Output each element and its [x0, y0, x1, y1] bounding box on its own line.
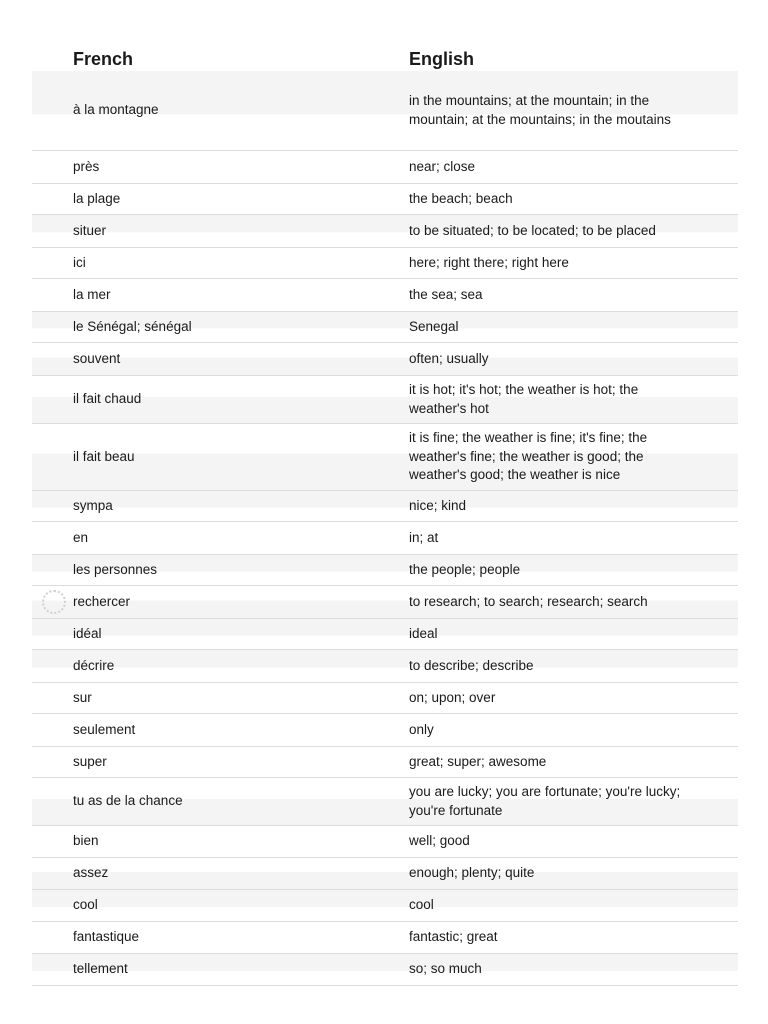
french-column-header: French	[73, 49, 134, 69]
french-term: idéal	[73, 625, 102, 641]
english-translation: near; close	[409, 158, 476, 174]
table-row	[32, 954, 738, 986]
english-translation: to be situated; to be located; to be placed	[409, 222, 656, 238]
table-row	[32, 714, 738, 747]
english-translation: here; right there; right here	[409, 254, 569, 270]
english-translation: to research; to search; research; search	[409, 593, 648, 609]
french-term: rechercer	[73, 593, 131, 609]
english-translation: so; so much	[409, 961, 482, 977]
table-row	[32, 522, 738, 555]
table-row	[32, 858, 738, 890]
french-term: la mer	[73, 286, 111, 302]
vocabulary-table	[32, 71, 738, 986]
loading-spinner-icon	[42, 590, 66, 614]
english-translation: Senegal	[409, 318, 459, 334]
table-row	[32, 890, 738, 922]
table-row	[32, 778, 738, 826]
french-term: fantastique	[73, 929, 140, 945]
english-translation: the people; people	[409, 561, 521, 577]
english-translation: enough; plenty; quite	[409, 865, 535, 881]
english-translation: ideal	[409, 625, 438, 641]
french-term: en	[73, 529, 89, 545]
english-translation: often; usually	[409, 350, 489, 366]
table-row	[32, 586, 738, 619]
french-term: la plage	[73, 190, 121, 206]
french-term: assez	[73, 865, 109, 881]
french-term: les personnes	[73, 561, 158, 577]
english-translation: in the mountains; at the mountain; in the mountain; at the mountains; in the moutains	[409, 93, 671, 127]
english-translation: it is hot; it's hot; the weather is hot; the weather's hot	[409, 382, 639, 416]
french-term: sympa	[73, 497, 113, 513]
table-row	[32, 650, 738, 683]
table-row	[32, 424, 738, 491]
table-row	[32, 555, 738, 586]
english-translation: well; good	[409, 833, 470, 849]
french-term: il fait chaud	[73, 391, 142, 407]
french-term: seulement	[73, 721, 136, 737]
french-term: tellement	[73, 961, 128, 977]
french-term: bien	[73, 833, 99, 849]
french-term: ici	[73, 254, 86, 270]
english-translation: the sea; sea	[409, 286, 483, 302]
french-term: tu as de la chance	[73, 793, 183, 809]
table-row	[32, 826, 738, 858]
table-row	[32, 491, 738, 522]
table-row	[32, 312, 738, 343]
english-translation: cool	[409, 897, 434, 913]
table-row	[32, 343, 738, 376]
english-translation: fantastic; great	[409, 929, 498, 945]
table-row	[32, 248, 738, 279]
table-header	[32, 48, 738, 72]
table-row	[32, 184, 738, 215]
french-term: sur	[73, 689, 92, 705]
french-term: super	[73, 753, 107, 769]
french-term: le Sénégal; sénégal	[73, 318, 192, 334]
english-column-header: English	[409, 49, 475, 69]
french-term: près	[73, 158, 100, 174]
french-term: il fait beau	[73, 448, 135, 464]
french-term: cool	[73, 897, 98, 913]
english-translation: nice; kind	[409, 497, 467, 513]
table-row	[32, 151, 738, 184]
english-translation: you are lucky; you are fortunate; you're lucky; you're fortunate	[409, 784, 681, 818]
table-row	[32, 619, 738, 650]
english-translation: in; at	[409, 529, 439, 545]
table-row	[32, 215, 738, 248]
table-row	[32, 747, 738, 778]
table-row	[32, 376, 738, 424]
english-translation: on; upon; over	[409, 689, 496, 705]
table-row	[32, 71, 738, 151]
table-row	[32, 279, 738, 312]
table-row	[32, 922, 738, 954]
english-translation: it is fine; the weather is fine; it's fine; the weather's fine; the weather is good; the weather's good; the weather is nice	[409, 430, 648, 483]
english-translation: the beach; beach	[409, 190, 513, 206]
table-row	[32, 683, 738, 714]
french-term: souvent	[73, 350, 121, 366]
french-term: situer	[73, 222, 107, 238]
english-translation: only	[409, 721, 434, 737]
french-term: décrire	[73, 657, 115, 673]
english-translation: to describe; describe	[409, 657, 534, 673]
english-translation: great; super; awesome	[409, 753, 547, 769]
french-term: à la montagne	[73, 102, 159, 118]
